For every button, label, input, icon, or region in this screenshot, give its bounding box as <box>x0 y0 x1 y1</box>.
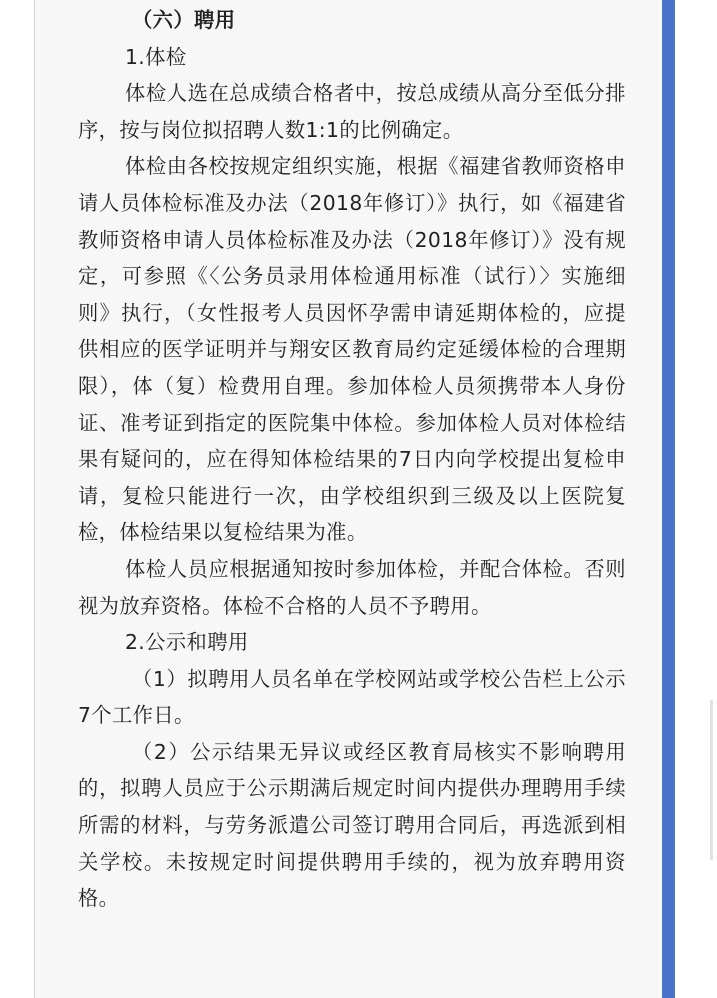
subsection-title-physical-exam: 1.体检 <box>125 44 187 69</box>
scrollbar-thumb[interactable] <box>710 700 713 860</box>
accent-rail <box>662 0 675 998</box>
paragraph-exam-procedure: 体检由各校按规定组织实施，根据《福建省教师资格申请人员体检标准及办法（2018年修订）》执行，如《福建省教师资格申请人员体检标准及办法（2018年修订）》没有规定，可参照《〈公务员录用体检通用标准（试行）〉实施细则》执行，（女性报考人员因怀孕需申请延期体检的，应提供相应的医学证明并与翔安区教育局约定延缓体检的合理期限），体（复）检费用自理。参加体检人员须携带本人身份证、准考证到指定的医院集中体检。参加体检人员对体检结果有疑问的，应在得知体检结果的7日内向学校提出复检申请，复检只能进行一次，由学校组织到三级及以上医院复检，体检结果以复检结果为准。 <box>78 154 626 545</box>
list-item-publicity: （1）拟聘用人员名单在学校网站或学校公告栏上公示7个工作日。 <box>78 666 626 728</box>
subsection-title-publicity-hiring: 2.公示和聘用 <box>125 630 249 655</box>
list-item-hiring: （2）公示结果无异议或经区教育局核实不影响聘用的，拟聘人员应于公示期满后规定时间内提供办理聘用手续所需的材料，与劳务派遣公司签订聘用合同后，再选派到相关学校。未按规定时间提供聘用手续的，视为放弃聘用资格。 <box>78 739 626 911</box>
document-body <box>78 2 626 917</box>
paragraph-exam-selection: 体检人选在总成绩合格者中，按总成绩从高分至低分排序，按与岗位拟招聘人数1:1的比例确定。 <box>78 81 626 142</box>
section-heading: （六）聘用 <box>132 8 236 32</box>
paragraph-exam-attendance: 体检人员应根据通知按时参加体检，并配合体检。否则视为放弃资格。体检不合格的人员不予聘用。 <box>78 556 626 618</box>
